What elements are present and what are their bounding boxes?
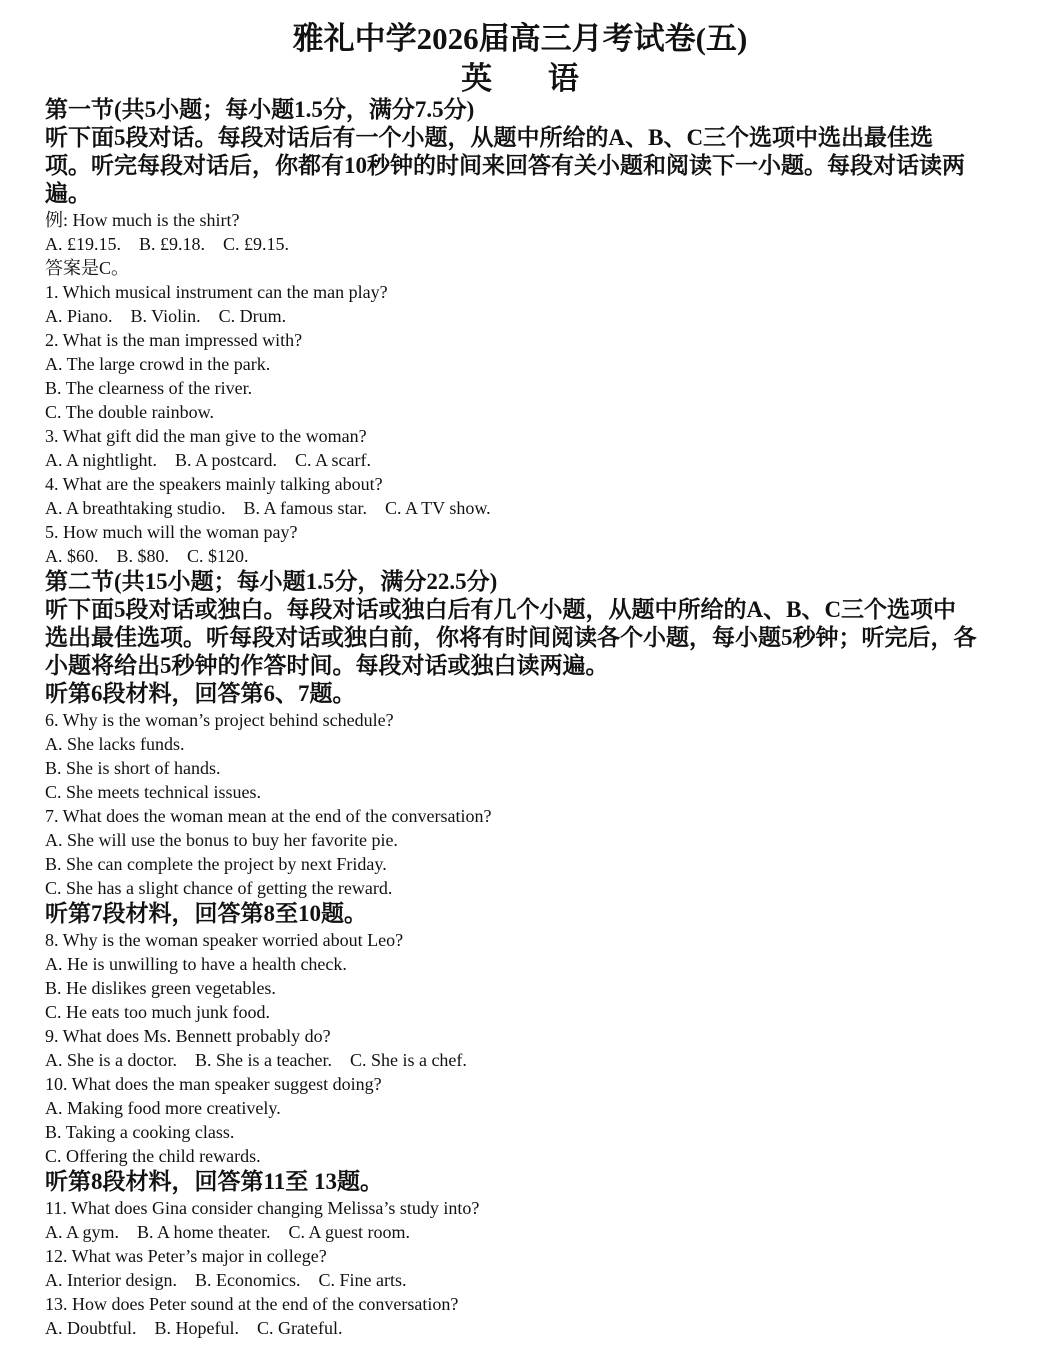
exam-title: 雅礼中学2026届高三月考试卷(五) — [292, 21, 748, 56]
question-6-option-c: C. She meets technical issues. — [45, 782, 261, 802]
question-11: 11. What does Gina consider changing Melissa’s study into? — [45, 1198, 480, 1218]
question-7-option-b: B. She can complete the project by next Friday. — [45, 854, 387, 874]
question-9-options: A. She is a doctor. B. She is a teacher. C. She is a chef. — [45, 1050, 467, 1070]
question-1-options: A. Piano. B. Violin. C. Drum. — [45, 306, 287, 326]
instruction-line: 听下面5段对话或独白。每段对话或独白后有几个小题，从题中所给的A、B、C三个选项中 — [45, 597, 957, 622]
question-6: 6. Why is the woman’s project behind schedule? — [45, 710, 394, 730]
question-10: 10. What does the man speaker suggest doing? — [45, 1074, 382, 1094]
question-12: 12. What was Peter’s major in college? — [45, 1246, 327, 1266]
question-13-options: A. Doubtful. B. Hopeful. C. Grateful. — [45, 1318, 343, 1338]
question-1: 1. Which musical instrument can the man play? — [45, 282, 388, 302]
question-12-options: A. Interior design. B. Economics. C. Fine arts. — [45, 1270, 407, 1290]
question-10-option-b: B. Taking a cooking class. — [45, 1122, 235, 1142]
question-6-option-a: A. She lacks funds. — [45, 734, 185, 754]
section-2-instructions — [45, 596, 1020, 680]
example-question: 例: How much is the shirt? — [45, 210, 240, 230]
material-7-heading: 听第7段材料，回答第8至10题。 — [45, 901, 367, 926]
question-9: 9. What does Ms. Bennett probably do? — [45, 1026, 331, 1046]
question-4: 4. What are the speakers mainly talking about? — [45, 474, 383, 494]
question-3-options: A. A nightlight. B. A postcard. C. A scarf. — [45, 450, 372, 470]
question-8-option-b: B. He dislikes green vegetables. — [45, 978, 276, 998]
section-1-questions — [45, 208, 1020, 568]
question-7: 7. What does the woman mean at the end of the conversation? — [45, 806, 492, 826]
question-11-options: A. A gym. B. A home theater. C. A guest room. — [45, 1222, 411, 1242]
question-3: 3. What gift did the man give to the woman? — [45, 426, 367, 446]
example-answer: 答案是C。 — [45, 258, 130, 278]
subject-title: 英 语 — [461, 61, 603, 96]
example-options: A. £19.15. B. £9.18. C. £9.15. — [45, 234, 290, 254]
question-4-options: A. A breathtaking studio. B. A famous star. C. A TV show. — [45, 498, 491, 518]
section-2-heading: 第二节(共15小题；每小题1.5分，满分22.5分) — [45, 569, 498, 594]
question-2-option-a: A. The large crowd in the park. — [45, 354, 271, 374]
question-10-option-a: A. Making food more creatively. — [45, 1098, 281, 1118]
question-8-option-a: A. He is unwilling to have a health check. — [45, 954, 347, 974]
instruction-line: 听下面5段对话。每段对话后有一个小题，从题中所给的A、B、C三个选项中选出最佳选 — [45, 125, 934, 150]
instruction-line: 遍。 — [45, 181, 91, 206]
material-6-heading: 听第6段材料，回答第6、7题。 — [45, 681, 356, 706]
question-7-option-c: C. She has a slight chance of getting the reward. — [45, 878, 393, 898]
question-8: 8. Why is the woman speaker worried about Leo? — [45, 930, 404, 950]
exam-content — [45, 96, 1020, 1340]
material-8-heading: 听第8段材料，回答第11至 13题。 — [45, 1169, 383, 1194]
question-6-option-b: B. She is short of hands. — [45, 758, 221, 778]
question-5-options: A. $60. B. $80. C. $120. — [45, 546, 249, 566]
question-5: 5. How much will the woman pay? — [45, 522, 298, 542]
section-1-heading: 第一节(共5小题；每小题1.5分，满分7.5分) — [45, 97, 475, 122]
question-2-option-c: C. The double rainbow. — [45, 402, 214, 422]
question-2: 2. What is the man impressed with? — [45, 330, 303, 350]
instruction-line: 小题将给出5秒钟的作答时间。每段对话或独白读两遍。 — [45, 653, 609, 678]
question-8-option-c: C. He eats too much junk food. — [45, 1002, 270, 1022]
instruction-line: 选出最佳选项。听每段对话或独白前，你将有时间阅读各个小题，每小题5秒钟；听完后，各 — [45, 625, 977, 650]
question-2-option-b: B. The clearness of the river. — [45, 378, 253, 398]
instruction-line: 项。听完每段对话后，你都有10秒钟的时间来回答有关小题和阅读下一小题。每段对话读两 — [45, 153, 965, 178]
question-13: 13. How does Peter sound at the end of the conversation? — [45, 1294, 459, 1314]
question-10-option-c: C. Offering the child rewards. — [45, 1146, 261, 1166]
section-1-instructions — [45, 124, 1020, 208]
question-7-option-a: A. She will use the bonus to buy her favorite pie. — [45, 830, 398, 850]
